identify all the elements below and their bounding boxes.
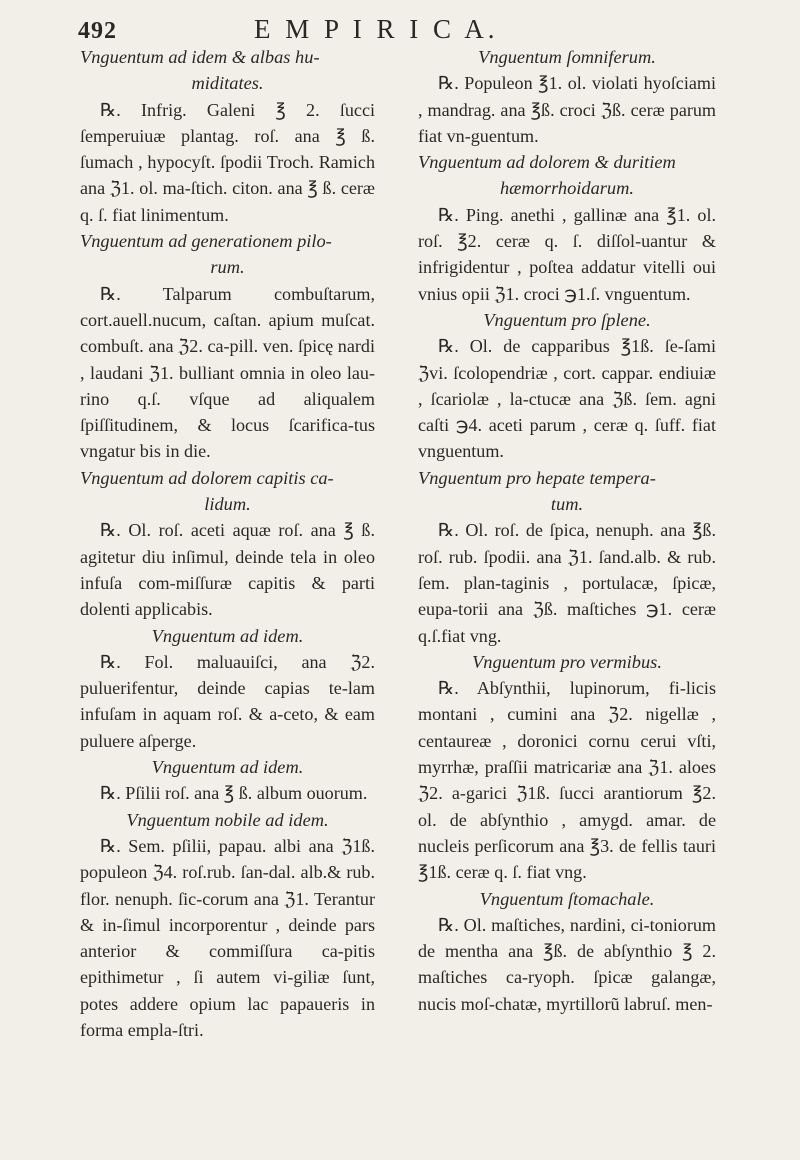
recipe-text: ℞. Ol. maſtiches, nardini, ci-toniorum de mentha ana ℥ß. de abſynthio ℥ 2. maſtiches ca-ryoph. ſpicæ galangæ, nucis moſ-chatæ, myrtillorũ labruſ. men-: [418, 914, 716, 1014]
recipe-text: ℞. Pſilii roſ. ana ℥ ß. album ouorum.: [100, 783, 368, 804]
recipe-heading: rum.: [210, 257, 245, 278]
page-number: 492: [78, 18, 117, 44]
recipe-heading: Vnguentum ad generationem pilo-: [80, 231, 332, 252]
recipe-text: ℞. Talparum combuſtarum, cort.auell.nucum, caſtan. apium muſcat. combuſt. ana ℨ2. ca-pill. ven. ſpicę nardi , laudani ℨ1. bulliant omnia in oleo lau-rino q.ſ. vſque ad aliqualem ſpiſſitudinem, & locus ſcarifica-tus vngatur bis in die.: [80, 283, 375, 462]
recipe-heading: Vnguentum nobile ad idem.: [126, 809, 329, 830]
recipe-heading: Vnguentum pro vermibus.: [472, 651, 662, 672]
recipe-heading: tum.: [550, 494, 584, 515]
recipe-heading: Vnguentum ſomniferum.: [478, 47, 656, 67]
left-column: [80, 44, 375, 1043]
recipe-heading: miditates.: [191, 73, 264, 94]
recipe-heading: Vnguentum ad idem.: [151, 757, 304, 778]
recipe-text: ℞. Sem. pſilii, papau. albi ana ℨ1ß. populeon ℨ4. roſ.rub. ſan-dal. alb.& rub. flor. nenuph. ſic-corum ana ℨ1. Terantur & in-ſimul incorporentur , deinde pars anterior & commiſſura ca-pitis epithimetur , ſi autem vi-giliæ ſunt, potes addere opium lac papaueris in forma empla-ſtri.: [80, 835, 375, 1040]
recipe-text: ℞. Fol. maluauiſci, ana ℨ2. puluerifentur, deinde capias te-lam infuſam in aquam roſ. & a-ceto, & eam puluere aſperge.: [80, 651, 375, 751]
recipe-heading: Vnguentum ad idem.: [151, 625, 304, 646]
recipe-heading: lidum.: [204, 494, 251, 515]
recipe-text: ℞. Ol. roſ. aceti aquæ roſ. ana ℥ ß. agitetur diu inſimul, deinde tela in oleo infuſa com-miſſuræ capitis & parti dolenti applicabis.: [80, 520, 375, 620]
recipe-text: ℞. Ping. anethi , gallinæ ana ℥1. ol. roſ. ℥2. ceræ q. ſ. diſſol-uantur & infrigidentur , poſtea addatur vitelli oui vnius opii ℨ1. croci ℈1.ſ. vnguentum.: [418, 204, 716, 304]
right-column: [418, 44, 716, 1017]
recipe-heading: hæmorrhoidarum.: [499, 178, 635, 199]
recipe-text: ℞. Ol. de capparibus ℥1ß. ſe-ſami ℨvi. ſcolopendriæ , cort. cappar. endiuiæ , ſcariolæ , la-ctucæ ana ℨß. ſem. agni caſti ℈4. aceti parum , ceræ q. ſuff. fiat vnguentum.: [418, 336, 716, 462]
running-title: E M P I R I C A.: [254, 14, 499, 44]
recipe-heading: Vnguentum ad idem & albas hu-: [80, 47, 320, 67]
recipe-text: ℞. Abſynthii, lupinorum, fi-licis montani , cumini ana ℨ2. nigellæ , centaureæ , doronici cornu cerui vſti, myrrhæ, praſſii matricariæ ana ℨ1. aloes ℨ2. a-garici ℨ1ß. ſucci arantiorum ℥2. ol. de abſynthio , amygd. amar. de nucleis perſicorum ana ℥3. de fellis tauri ℥1ß. ceræ q. ſ. fiat vng.: [418, 678, 716, 883]
recipe-heading: Vnguentum ad dolorem & duritiem: [418, 152, 676, 173]
recipe-text: ℞. Ol. roſ. de ſpica, nenuph. ana ℥ß. roſ. rub. ſpodii. ana ℨ1. ſand.alb. & rub. ſem. plan-taginis , portulacæ, ſpicæ, eupa-torii ana ℨß. maſtiches ℈1. ceræ q.ſ.fiat vng.: [418, 520, 716, 646]
recipe-heading: Vnguentum pro hepate tempera-: [418, 467, 656, 488]
recipe-text: ℞. Infrig. Galeni ℥ 2. ſucci ſemperuiuæ plantag. roſ. ana ℥ ß. ſumach , hypocyſt. ſpodii Troch. Ramich ana ℨ1. ol. ma-ſtich. citon. ana ℥ ß. ceræ q. ſ. fiat linimentum.: [80, 99, 375, 225]
recipe-heading: Vnguentum ſtomachale.: [479, 888, 655, 909]
recipe-heading: Vnguentum ad dolorem capitis ca-: [80, 467, 334, 488]
recipe-heading: Vnguentum pro ſplene.: [483, 309, 651, 330]
recipe-text: ℞. Populeon ℥1. ol. violati hyoſciami , mandrag. ana ℥ß. croci ℨß. ceræ parum fiat vn-guentum.: [418, 73, 716, 146]
